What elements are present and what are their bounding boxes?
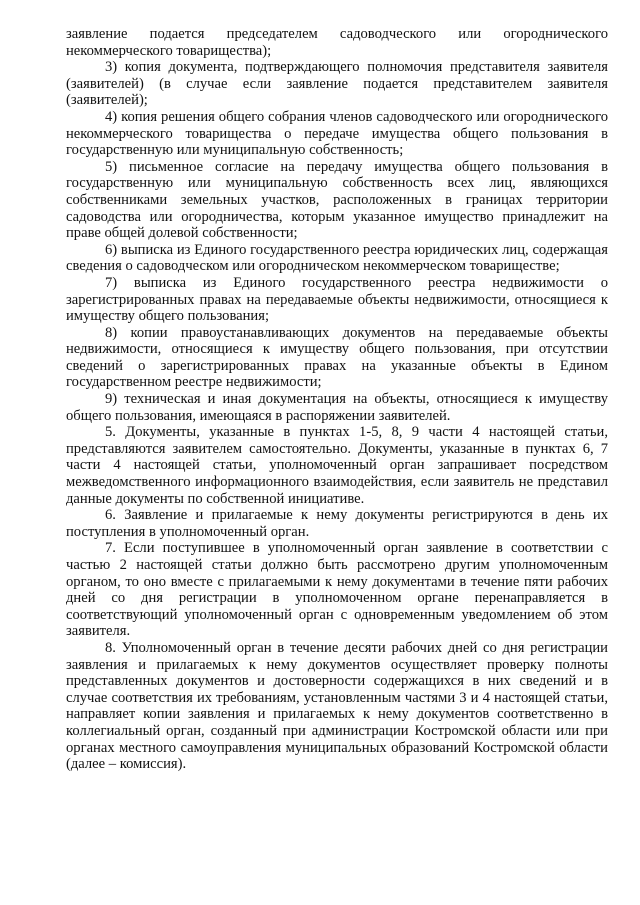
- paragraph-item-7: 7) выписка из Единого государственного реестра недвижимости о зарегистрированных правах на передаваемые объекты недвижимости, относящиеся к имуществу общего пользования;: [66, 274, 608, 325]
- paragraph-item-6: 6) выписка из Единого государственного реестра юридических лиц, содержащая сведения о садоводческом или огородническом некоммерческом товариществе;: [66, 241, 608, 275]
- paragraph-continuation: заявление подается председателем садоводческого или огороднического некоммерческого товарищества);: [66, 26, 608, 59]
- paragraph-part-5: 5. Документы, указанные в пунктах 1-5, 8, 9 части 4 настоящей статьи, представляются заявителем самостоятельно. Документы, указанные в пунктах 6, 7 части 4 настоящей статьи, уполномоченный орган запрашивает посредством межведомственного информационного взаимодействия, если заявитель не представил данные документы по собственной инициативе.: [66, 424, 608, 507]
- paragraph-part-8: 8. Уполномоченный орган в течение десяти рабочих дней со дня регистрации заявления и прилагаемых к нему документов осуществляет проверку полноты представленных документов и достоверности содержащихся в них сведений и в случае соответствия их требованиям, установленным частями 3 и 4 настоящей статьи, направляет копии заявления и прилагаемых к нему документов соответственно в коллегиальный орган, созданный при администрации Костромской области или при органах местного самоуправления муниципальных образований Костромской области (далее – комиссия).: [66, 639, 608, 773]
- paragraph-item-5: 5) письменное согласие на передачу имущества общего пользования в государственную или муниципальную собственность всех лиц, являющихся собственниками земельных участков, расположенных в границах территории садоводства или огородничества, которым указанное имущество принадлежит на праве общей долевой собственности;: [66, 158, 608, 242]
- paragraph-part-6: 6. Заявление и прилагаемые к нему документы регистрируются в день их поступления в уполномоченный орган.: [66, 507, 608, 540]
- paragraph-item-4: 4) копия решения общего собрания членов садоводческого или огороднического некоммерческого товарищества о передаче имущества общего пользования в государственную или муниципальную собственность;: [66, 108, 608, 159]
- paragraph-part-7: 7. Если поступившее в уполномоченный орган заявление в соответствии с частью 2 настоящей статьи должно быть рассмотрено другим уполномоченным органом, то оно вместе с прилагаемыми к нему документами в течение пяти рабочих дней со дня регистрации в уполномоченном органе перенаправляется в соответствующий уполномоченный орган с одновременным уведомлением об этом заявителя.: [66, 540, 608, 640]
- paragraph-item-3: 3) копия документа, подтверждающего полномочия представителя заявителя (заявителей) (в случае если заявление подается представителем заявителя (заявителей);: [66, 59, 608, 109]
- paragraph-item-9: 9) техническая и иная документация на объекты, относящиеся к имуществу общего пользования, имеющаяся в распоряжении заявителей.: [66, 391, 608, 424]
- document-page: [66, 26, 608, 773]
- paragraph-item-8: 8) копии правоустанавливающих документов на передаваемые объекты недвижимости, относящиеся к имуществу общего пользования, при отсутствии сведений о зарегистрированных правах на указанные объекты в Едином государственном реестре недвижимости;: [66, 324, 608, 391]
